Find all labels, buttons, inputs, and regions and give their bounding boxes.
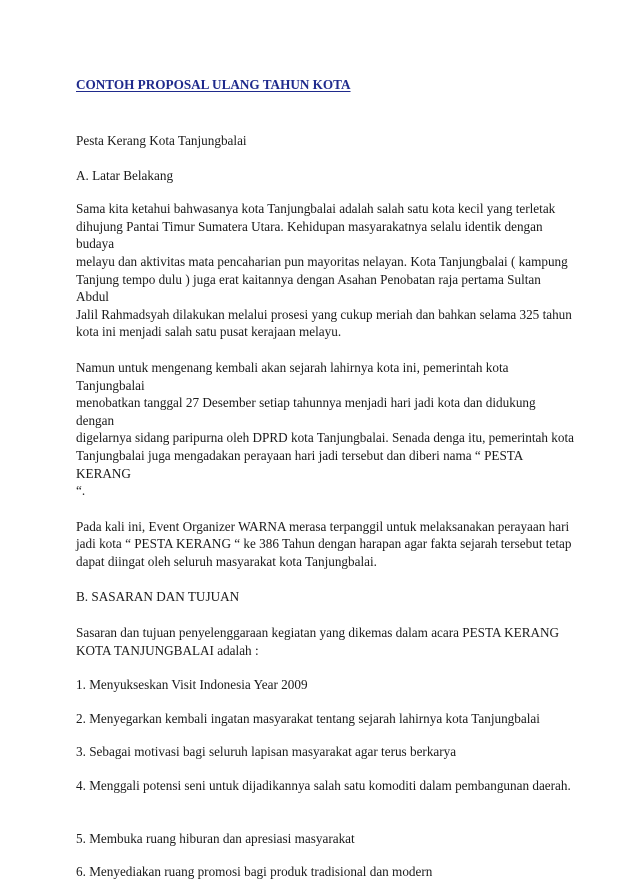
list-item: 4. Menggali potensi seni untuk dijadikannya salah satu komoditi dalam pembangunan daerah. — [76, 778, 571, 794]
document-subtitle: Pesta Kerang Kota Tanjungbalai — [76, 133, 247, 148]
section-b-heading: B. SASARAN DAN TUJUAN — [76, 589, 240, 605]
list-item: 1. Menyukseskan Visit Indonesia Year 2009 — [76, 677, 308, 693]
list-item: 6. Menyediakan ruang promosi bagi produk tradisional dan modern — [76, 864, 433, 880]
list-item: 3. Sebagai motivasi bagi seluruh lapisan masyarakat agar terus berkarya — [76, 744, 457, 760]
document-page — [76, 76, 576, 881]
document-title: CONTOH PROPOSAL ULANG TAHUN KOTA — [76, 77, 351, 92]
section-b-intro: Sasaran dan tujuan penyelenggaraan kegiatan yang dikemas dalam acara PESTA KERANG KOTA TANJUNGBALAI adalah : — [76, 625, 560, 658]
background-paragraph: Namun untuk mengenang kembali akan sejarah lahirnya kota ini, pemerintah kota Tanjungbalai menobatkan tanggal 27 Desember setiap tahunnya menjadi hari jadi kota dan didukung dengan digelarnya sidang paripurna oleh DPRD kota Tanjungbalai. Senada denga itu, pemerintah kota Tanjungbalai juga mengadakan perayaan hari jadi tersebut dan diberi nama “ PESTA KERANG “. — [76, 359, 574, 499]
background-paragraph: Pada kali ini, Event Organizer WARNA merasa terpanggil untuk melaksanakan perayaan hari jadi kota “ PESTA KERANG “ ke 386 Tahun dengan harapan agar fakta sejarah tersebut tetap dapat diingat oleh seluruh masyarakat kota Tanjungbalai. — [76, 518, 572, 569]
list-item: 2. Menyegarkan kembali ingatan masyarakat tentang sejarah lahirnya kota Tanjungbalai — [76, 710, 540, 726]
list-item: 5. Membuka ruang hiburan dan apresiasi masyarakat — [76, 830, 355, 846]
background-paragraph: Sama kita ketahui bahwasanya kota Tanjungbalai adalah salah satu kota kecil yang terletak dihujung Pantai Timur Sumatera Utara. Kehidupan masyarakatnya selalu identik dengan budaya melayu dan aktivitas mata pencaharian pun mayoritas nelayan. Kota Tanjungbalai ( kampung Tanjung tempo dulu ) juga erat kaitannya dengan Asahan Penobatan raja pertama Sultan Abdul Jalil Rahmadsyah dilakukan melalui prosesi yang cukup meriah dan bahkan selama 325 tahun kota ini menjadi salah satu pusat kerajaan melayu. — [76, 201, 572, 340]
section-a-heading: A. Latar Belakang — [76, 167, 174, 183]
